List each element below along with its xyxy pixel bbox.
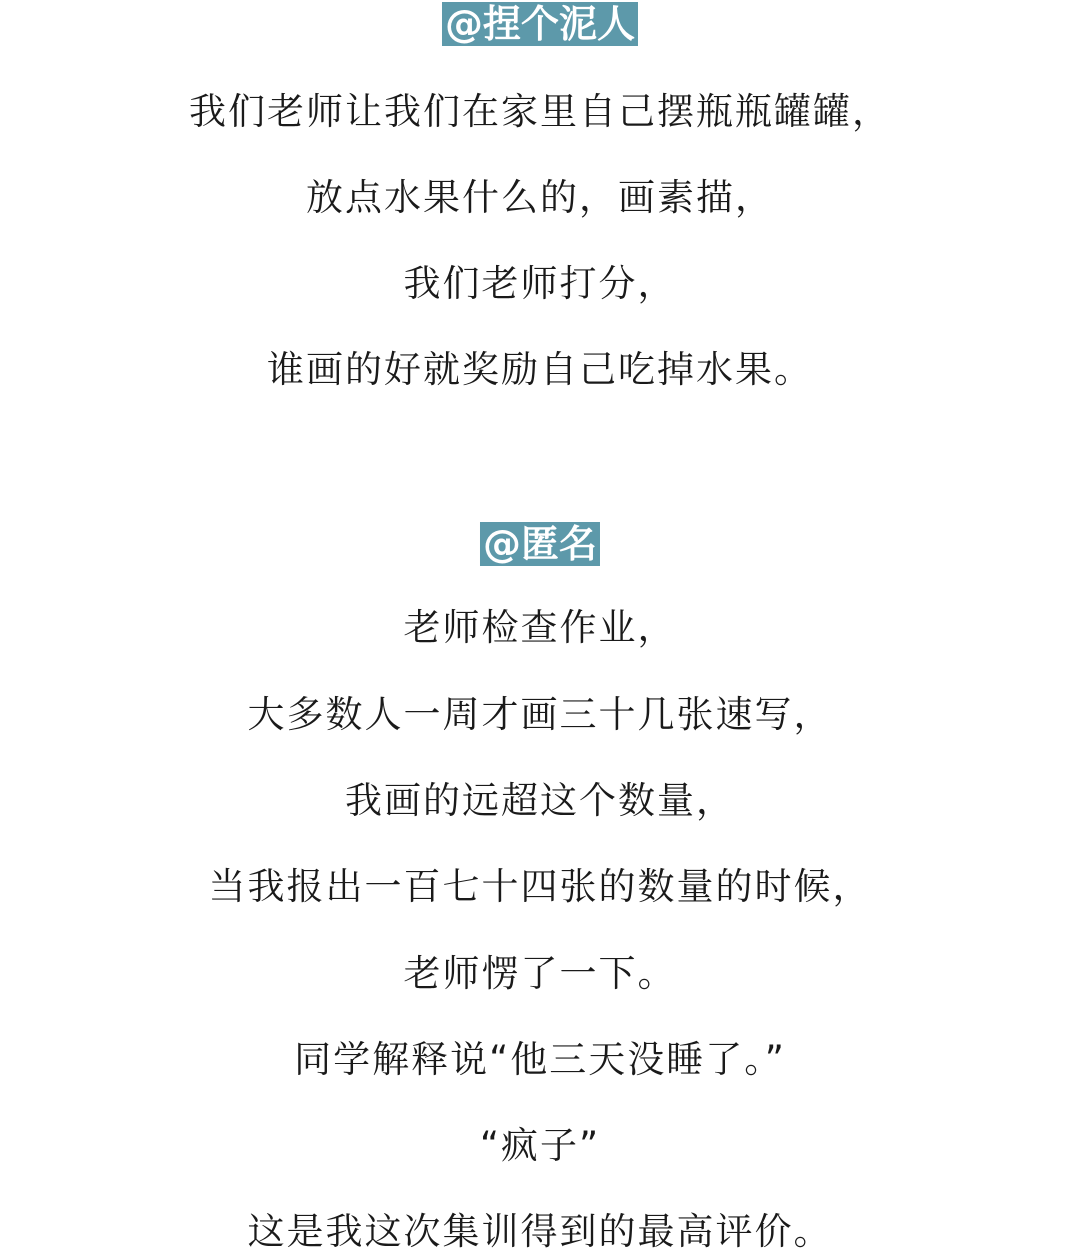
comment-1-line-3: 我们老师打分， — [403, 262, 677, 305]
comment-1-line-2: 放点水果什么的，画素描， — [306, 176, 774, 219]
comment-2-line-1: 老师检查作业， — [403, 606, 677, 649]
comment-2-line-2: 大多数人一周才画三十几张速写， — [247, 693, 833, 736]
comment-2-line-5: 老师愣了一下。 — [403, 952, 677, 995]
comment-1-line-4: 谁画的好就奖励自己吃掉水果。 — [267, 348, 813, 391]
comment-2-line-8: 这是我这次集训得到的最高评价。 — [247, 1210, 833, 1253]
author-tag-2: @匿名 — [480, 522, 600, 566]
author-tag-1: @捏个泥人 — [442, 2, 638, 46]
comment-2-line-7: “疯子” — [479, 1124, 601, 1167]
comment-1-line-1: 我们老师让我们在家里自己摆瓶瓶罐罐， — [189, 90, 891, 133]
comment-2-line-6: 同学解释说“他三天没睡了。” — [294, 1038, 786, 1081]
comment-2-line-4: 当我报出一百七十四张的数量的时候， — [208, 865, 872, 908]
comment-2-line-3: 我画的远超这个数量， — [345, 779, 735, 822]
